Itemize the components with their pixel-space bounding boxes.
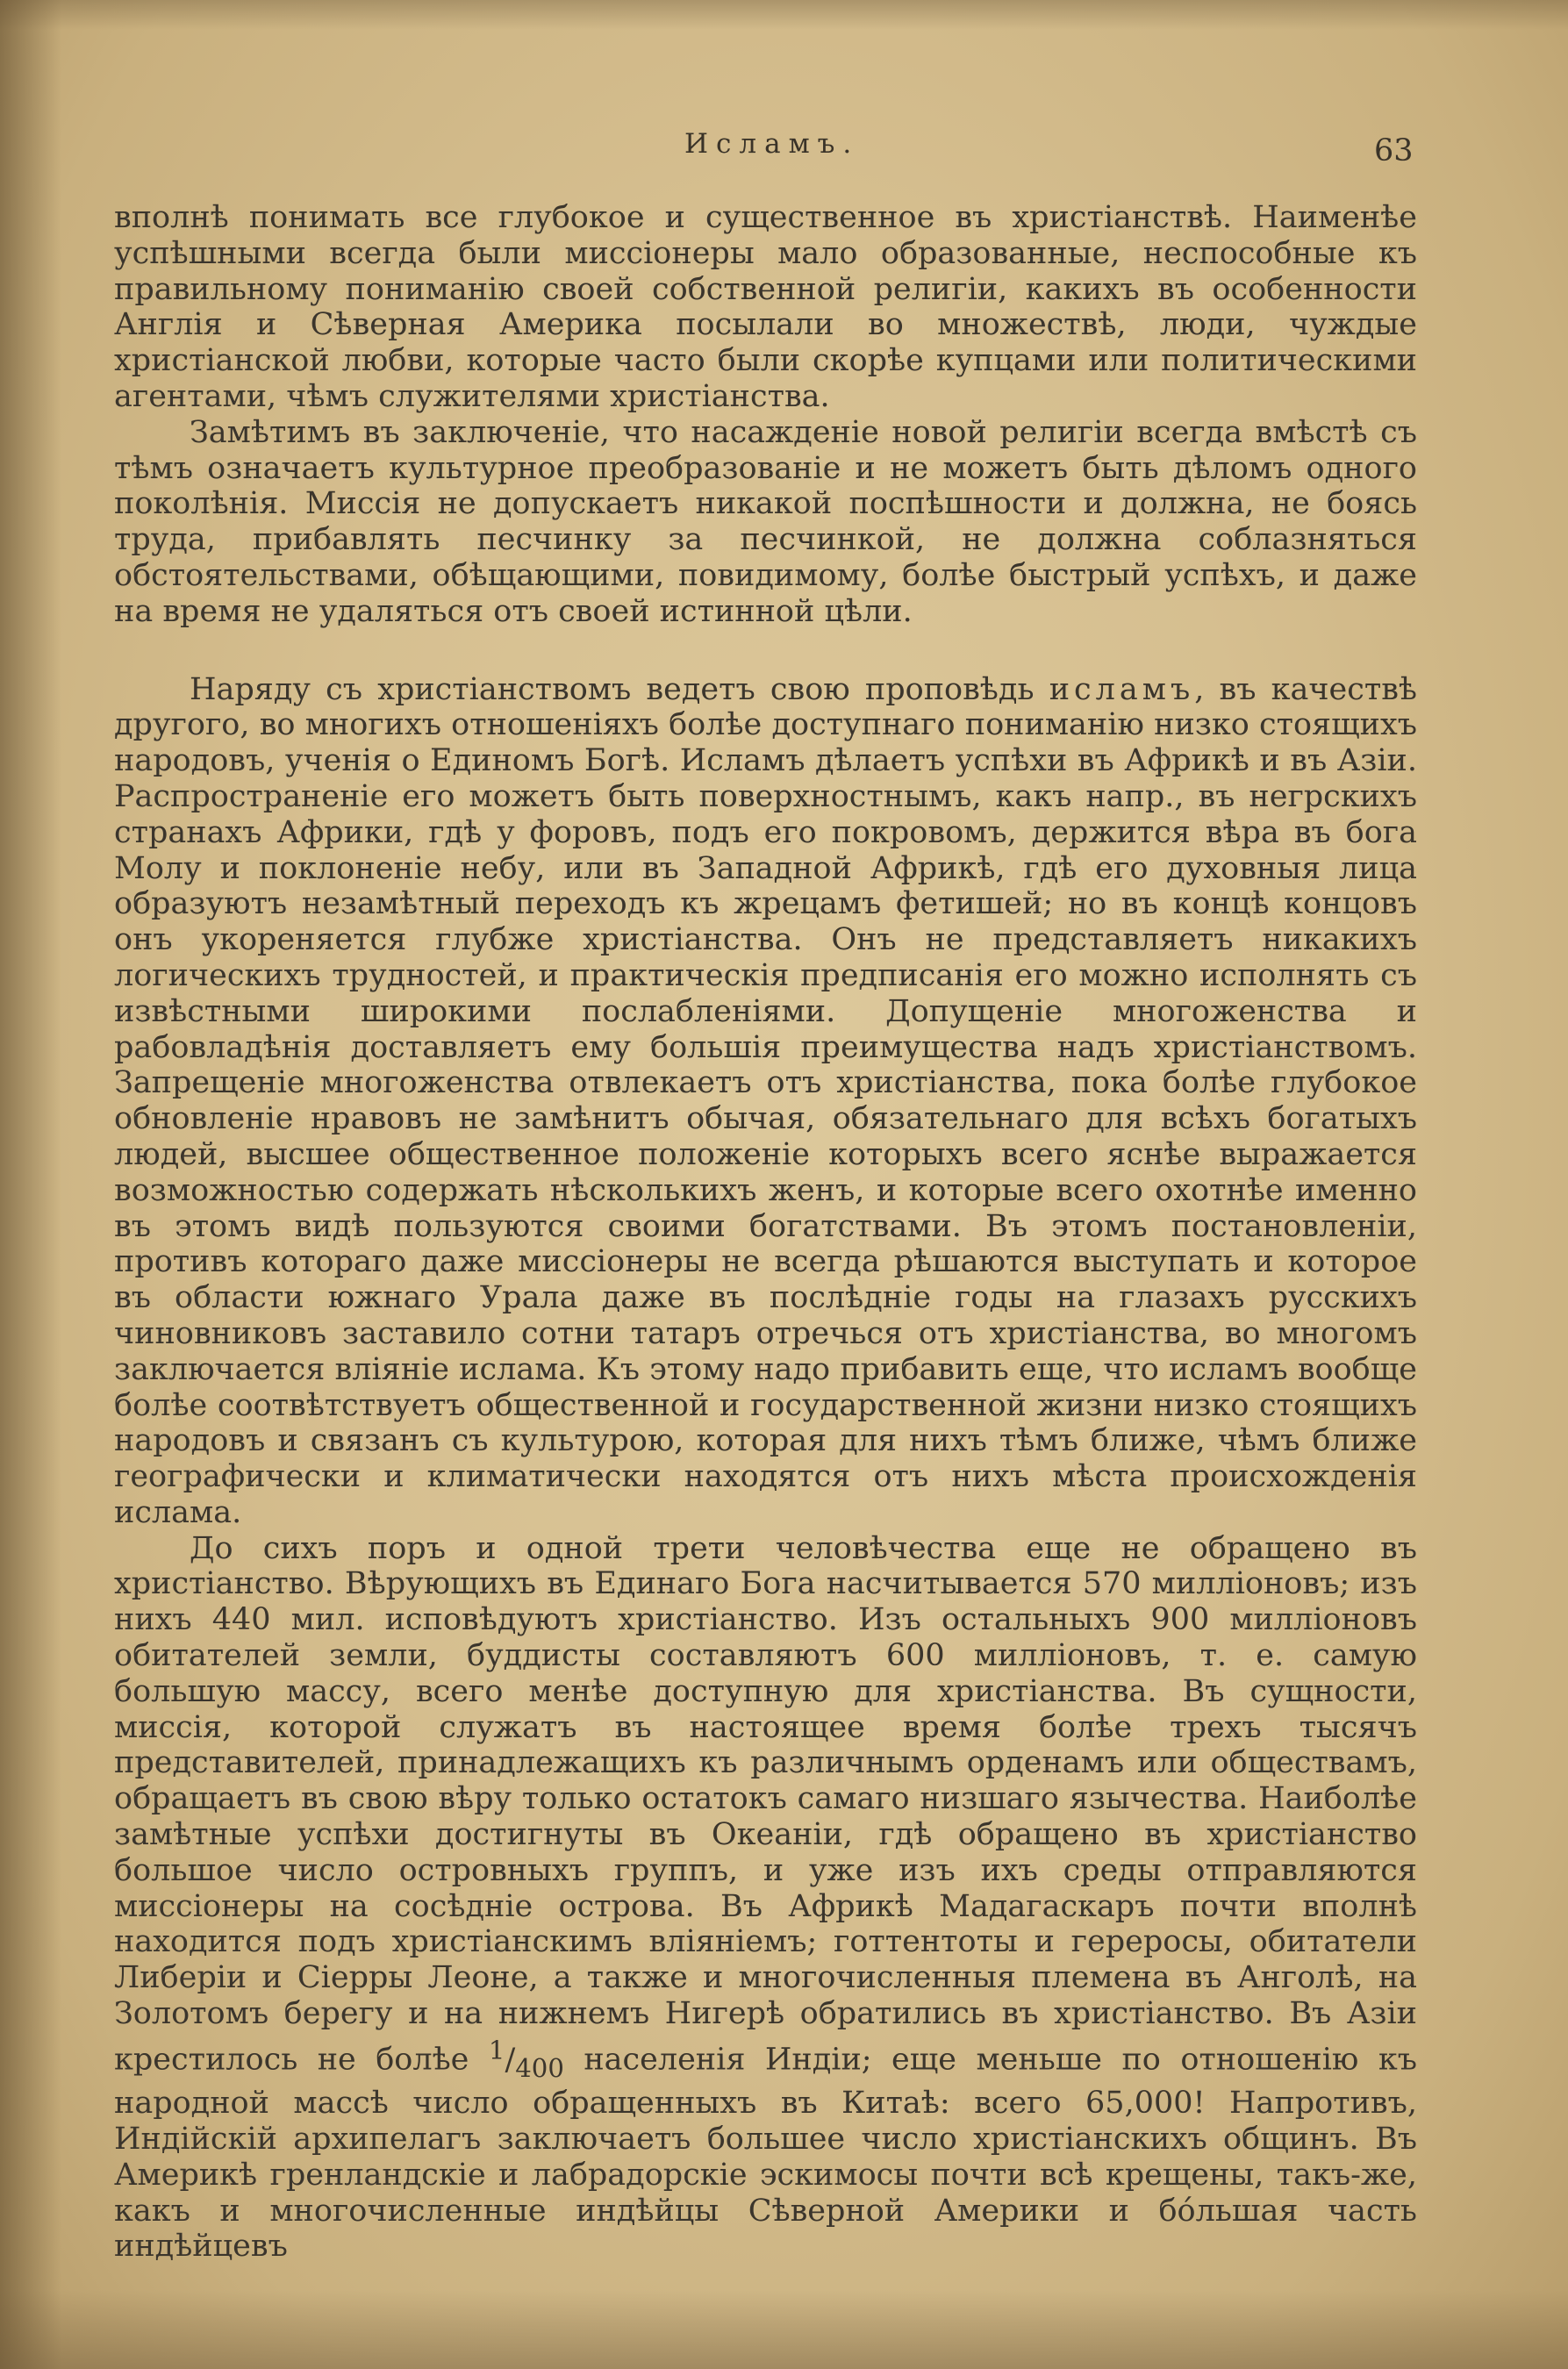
paragraph-statistics: [114, 1531, 1417, 2265]
paragraph-continuation: вполнѣ понимать все глубокое и существенное въ христіанствѣ. Наименѣе успѣшными всегда были миссіонеры мало образованные, неспособные къ правильному пониманію своей собственной религіи, какихъ въ особенности Англія и Сѣверная Америка посылали во множествѣ, люди, чуждые христіанской любви, которые часто были скорѣе купцами или политическими агентами, чѣмъ служителями христіанства.: [114, 200, 1417, 414]
page-bottom-edge: [0, 2290, 1568, 2369]
paragraph-statistics-rest: населенія Индіи; еще меньше по отношенію къ народной массѣ число обращенныхъ въ Китаѣ: всего 65,000! Напротивъ, Индійскій архипелагъ заключаетъ большее число христіанскихъ общинъ. Въ Америкѣ гренландскіе и лабрадорскіе эскимосы почти всѣ крещены, такъ-же, какъ и многочисленные индѣйцы Сѣверной Америки и бóльшая часть индѣйцевъ: [114, 2042, 1417, 2265]
page-number: 63: [1374, 133, 1414, 168]
emphasized-term-islam: исламъ: [1049, 671, 1195, 707]
paragraph-islam-start: Наряду съ христіанствомъ ведетъ свою проповѣдь: [190, 671, 1035, 707]
binding-shadow: [0, 0, 61, 2369]
page-body: [114, 200, 1417, 2265]
fraction-denominator: 400: [515, 2052, 564, 2083]
paragraph-statistics-start: До сихъ поръ и одной трети человѣчества еще не обращено въ христіанство. Вѣрующихъ въ Единаго Бога насчитывается 570 милліоновъ; изъ нихъ 440 мил. исповѣдуютъ христіанство. Изъ остальныхъ 900 милліоновъ обитателей земли, буддисты составляютъ 600 милліоновъ, т. е. самую большую массу, всего менѣе доступную для христіанства. Въ сущности, миссія, которой служатъ въ настоящее время болѣе трехъ тысячъ представителей, принадлежащихъ къ различнымъ орденамъ или обществамъ, обращаетъ въ свою вѣру только остатокъ самаго низшаго язычества. Наиболѣе замѣтные успѣхи достигнуты въ Океаніи, гдѣ обращено въ христіанство большое число островныхъ группъ, и уже изъ ихъ среды отправляются миссіонеры на сосѣдніе острова. Въ Африкѣ Мадагаскаръ почти вполнѣ находится подъ христіанскимъ вліяніемъ; готтентоты и гереросы, обитатели Либеріи и Сіерры Леоне, а также и многочисленныя племена въ Анголѣ, на Золотомъ берегу и на нижнемъ Нигерѣ обратились въ христіанство. Въ Азіи крестилось не болѣе: [114, 1530, 1417, 2078]
paragraph-islam: [114, 672, 1417, 1531]
paragraph-islam-rest: , въ качествѣ другого, во многихъ отношеніяхъ болѣе доступнаго пониманію низко стоящихъ народовъ, ученія о Единомъ Богѣ. Исламъ дѣлаетъ успѣхи въ Африкѣ и въ Азіи. Распространеніе его можетъ быть поверхностнымъ, какъ напр., въ негрскихъ странахъ Африки, гдѣ у форовъ, подъ его покровомъ, держится вѣра въ бога Молу и поклоненіе небу, или въ Западной Африкѣ, гдѣ его духовныя лица образуютъ незамѣтный переходъ къ жрецамъ фетишей; но въ концѣ концовъ онъ укореняется глубже христіанства. Онъ не представляетъ никакихъ логическихъ трудностей, и практическія предписанія его можно исполнять съ извѣстными широкими послабленіями. Допущеніе многоженства и рабовладѣнія доставляетъ ему большія преимущества надъ христіанствомъ. Запрещеніе многоженства отвлекаетъ отъ христіанства, пока болѣе глубокое обновленіе нравовъ не замѣнитъ обычая, обязательнаго для всѣхъ богатыхъ людей, высшее общественное положеніе которыхъ всего яснѣе выражается возможностью содержать нѣсколькихъ женъ, и которые всего охотнѣе именно въ этомъ видѣ пользуются своими богатствами. Въ этомъ постановленіи, противъ котораго даже миссіонеры не всегда рѣшаются выступать и которое въ области южнаго Урала даже въ послѣдніе годы на глазахъ русскихъ чиновниковъ заставило сотни татаръ отречься отъ христіанства, во многомъ заключается вліяніе ислама. Къ этому надо прибавить еще, что исламъ вообще болѣе соотвѣтствуетъ общественной и государственной жизни низко стоящихъ народовъ и связанъ съ культурою, которая для нихъ тѣмъ ближе, чѣмъ ближе географически и климатически находятся отъ нихъ мѣста происхожденія ислама.: [114, 671, 1417, 1530]
fraction-numerator: 1: [488, 2034, 505, 2065]
running-title: Исламъ.: [684, 128, 860, 160]
fraction: $^1/_{400}$: [488, 2034, 564, 2083]
page-top-edge: [0, 0, 1568, 30]
paragraph-conclusion: Замѣтимъ въ заключеніе, что насажденіе новой религіи всегда вмѣстѣ съ тѣмъ означаетъ культурное преобразованіе и не можетъ быть дѣломъ одного поколѣнія. Миссія не допускаетъ никакой поспѣшности и должна, не боясь труда, прибавлять песчинку за песчинкой, не должна соблазняться обстоятельствами, обѣщающими, повидимому, болѣе быстрый успѣхъ, и даже на время не удаляться отъ своей истинной цѣли.: [114, 414, 1417, 629]
